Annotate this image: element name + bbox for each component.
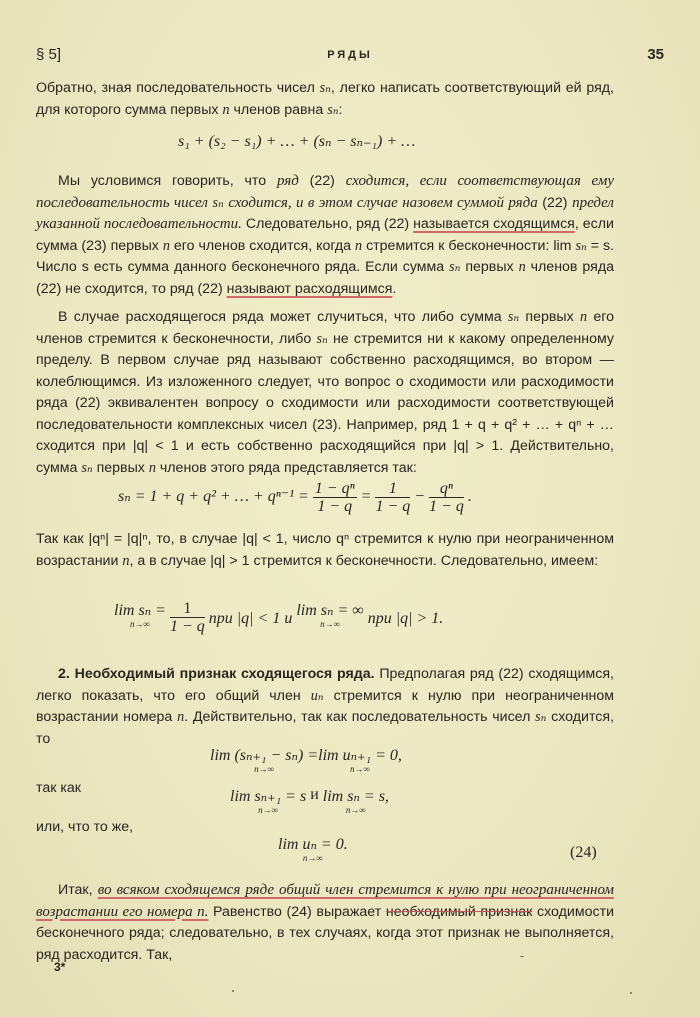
symbol-n: n: [222, 101, 230, 118]
text: не стремится ни к какому определенному пределу. В первом случае ряд называют собственно расходящимся, во втором — колеблющимся. Из изложенного следует, что вопрос о сходимости или расходимости ряда (22) эквивалентен вопросу о сходимости или расходимости соответствующей последовательности комплексных чисел (23). Например, ряд 1 + q + q² + … + qⁿ + … сходится при |q| < 1 и есть собственно расходящийся при |q| > 1. Действительно, сумма: [36, 330, 614, 476]
limit: [210, 745, 318, 774]
limit-expr: lim uₙ = 0.: [278, 836, 348, 853]
text: первых: [519, 309, 580, 325]
text: стремится к бесконечности: lim: [362, 237, 576, 254]
italic-underlined-statement: во всяком сходящемся ряде общий член стремится к нулю при неограниченном возрастании его номера n.: [36, 882, 614, 920]
symbol-n: n: [518, 259, 526, 275]
struck-term: необходимый признак: [385, 903, 533, 920]
text: . Действительно, так как последовательность чисел: [184, 709, 536, 725]
text: Обратно, зная последовательность чисел: [36, 80, 320, 96]
equation-geometric-sum: sₙ = 1 + q + q² + … + qⁿ⁻¹ = $\frac{\text{1 − qⁿ}}{1 - q}$ = $\frac{1}{1 - q}$ − $\frac{\text{qⁿ}}{1 - q}$ .: [118, 480, 472, 515]
symbol-s-n: sₙ: [575, 237, 587, 254]
text: членов ряда (22) не сходится, то ряд (22): [36, 259, 614, 297]
equation-difference-limit: [210, 745, 402, 774]
paper-speck: [232, 990, 234, 992]
text: его членов стремится к бесконечности, либо: [36, 309, 614, 347]
text: сходится, то: [36, 709, 615, 747]
section-label: § 5]: [36, 46, 62, 63]
paragraph-4: [36, 529, 614, 572]
limit: [278, 834, 348, 863]
text: Предполагая ряд (22) сходящимся, легко показать, что его общий член: [36, 666, 614, 704]
symbol-s-n: sₙ: [316, 330, 328, 347]
limit-subscript: n→∞: [320, 619, 340, 629]
running-title: РЯДЫ: [327, 49, 373, 61]
limit-subscript: n→∞: [258, 805, 279, 815]
equation-24: [278, 834, 348, 863]
underlined-term: называют расходящимся: [226, 280, 393, 297]
text: Мы условимся говорить, что: [58, 173, 277, 189]
numerator: 1: [375, 480, 410, 498]
fraction: [170, 600, 205, 635]
label-ili: или, что то же,: [36, 819, 134, 835]
symbol-n: n: [148, 459, 156, 476]
limit: [114, 600, 166, 629]
numerator: 1: [170, 600, 205, 618]
paragraph-5: [36, 664, 614, 750]
symbol-s-n: sₙ: [319, 80, 331, 96]
text: Так как |qⁿ| = |q|ⁿ, то, в случае |q| < 1, число qⁿ стремится к нулю при неограниченном возрастании: [36, 531, 614, 569]
text: (22): [537, 194, 573, 211]
symbol-s-n: sₙ: [535, 709, 547, 725]
italic-text: предел указанной последовательности.: [36, 194, 614, 232]
paragraph-3: [36, 307, 614, 479]
denominator: 1 − q: [429, 498, 464, 515]
numerator: qⁿ: [429, 480, 464, 498]
limit-subscript: n→∞: [350, 764, 370, 774]
limit-expr: lim sₙ = s,: [322, 788, 389, 805]
text: В случае расходящегося ряда может случиться, что либо сумма: [58, 309, 508, 325]
symbol-s-n: sₙ: [449, 259, 461, 275]
symbol-n: n: [579, 309, 588, 325]
numerator: 1 − qⁿ: [314, 480, 355, 497]
paper-speck: [520, 956, 524, 957]
limit-expr: lim sₙ = ∞: [296, 602, 364, 619]
symbol-n: n: [122, 552, 130, 569]
text: , если сумма (23) первых: [36, 216, 614, 254]
paragraph-2: [36, 171, 614, 300]
signature-mark: 3*: [54, 960, 66, 974]
text: Равенство (24) выражает: [208, 903, 386, 920]
denominator: 1 − q: [169, 618, 205, 635]
eq-lhs: sₙ = 1 + q + q² + … + qⁿ⁻¹ =: [118, 488, 309, 506]
symbol-u-n: uₙ: [310, 687, 324, 704]
limit: [230, 786, 306, 815]
symbol-s-n: sₙ: [212, 194, 224, 211]
text: первых: [92, 459, 149, 476]
italic-text: ряд: [276, 173, 299, 189]
text: Следовательно, ряд (22): [241, 216, 414, 232]
limit-expr: lim sₙ =: [114, 602, 166, 619]
limit: [323, 786, 389, 815]
text: членов этого ряда представляется так:: [155, 459, 417, 476]
symbol-s-n: sₙ: [81, 459, 93, 476]
equation-series: s₁ + (s₂ − s₁) + … + (sₙ − sₙ₋₁) + …: [178, 133, 416, 150]
running-header: [36, 46, 664, 68]
text: Итак,: [58, 882, 98, 898]
symbol-s-n: sₙ: [327, 101, 339, 118]
conjunction: и: [306, 786, 323, 803]
limit-expr: lim sₙ₊₁ = s: [230, 788, 307, 805]
text: сходимости бесконечного ряда; следовательно, в тех случаях, когда этот признак не выполняется, ряд расходится. Так,: [36, 903, 614, 963]
text: , а в случае |q| > 1 стремится к бесконечности. Следовательно, имеем:: [129, 552, 599, 569]
paper-speck: [630, 992, 632, 994]
text: первых: [460, 259, 519, 275]
equation-limits: [114, 600, 443, 635]
fraction: [429, 480, 464, 515]
limit: [296, 600, 363, 629]
condition: при |q| > 1.: [367, 610, 444, 627]
text: .: [392, 280, 397, 297]
fraction: [375, 480, 410, 515]
page-number: 35: [647, 46, 664, 63]
underlined-term: называется сходящимся: [413, 216, 575, 232]
denominator: 1 − q: [317, 498, 353, 515]
denominator: 1 − q: [375, 498, 411, 515]
paragraph-1: [36, 78, 614, 121]
subsection-heading: 2. Необходимый признак сходящегося ряда.: [58, 666, 375, 682]
text: = s. Число s есть сумма данного бесконечного ряда. Если сумма: [36, 237, 614, 275]
text: стремится к нулю при неограниченном возрастании номера: [36, 687, 615, 725]
label-tak-kak: так как: [36, 780, 81, 796]
limit-subscript: n→∞: [130, 619, 150, 629]
limit: [318, 745, 402, 774]
fraction: [313, 480, 357, 515]
symbol-n: n: [177, 709, 185, 725]
text: , легко написать соответствующий ей ряд, для которого сумма первых: [36, 80, 614, 118]
italic-text: сходится, и в этом случае назовем суммой ряда: [228, 194, 538, 211]
limit-subscript: n→∞: [302, 853, 323, 863]
condition: при |q| < 1 и: [208, 610, 297, 627]
equation-partial-limits: [230, 786, 389, 815]
limit-expr: lim (sₙ₊₁ − sₙ) =: [210, 747, 319, 764]
text: его членов сходится, когда: [169, 237, 356, 254]
italic-text: сходится, если соответствующая ему последовательность чисел: [36, 173, 614, 211]
text: членов равна: [229, 101, 328, 118]
text: :: [338, 101, 343, 118]
limit-subscript: n→∞: [254, 764, 275, 774]
text: (22): [298, 173, 346, 189]
symbol-s-n: sₙ: [507, 309, 520, 325]
symbol-n: n: [162, 237, 170, 254]
limit-subscript: n→∞: [345, 805, 366, 815]
symbol-n: n: [355, 237, 363, 254]
paragraph-6: [36, 880, 614, 966]
limit-expr: lim uₙ₊₁ = 0,: [318, 747, 402, 764]
equation-number: (24): [570, 844, 597, 861]
